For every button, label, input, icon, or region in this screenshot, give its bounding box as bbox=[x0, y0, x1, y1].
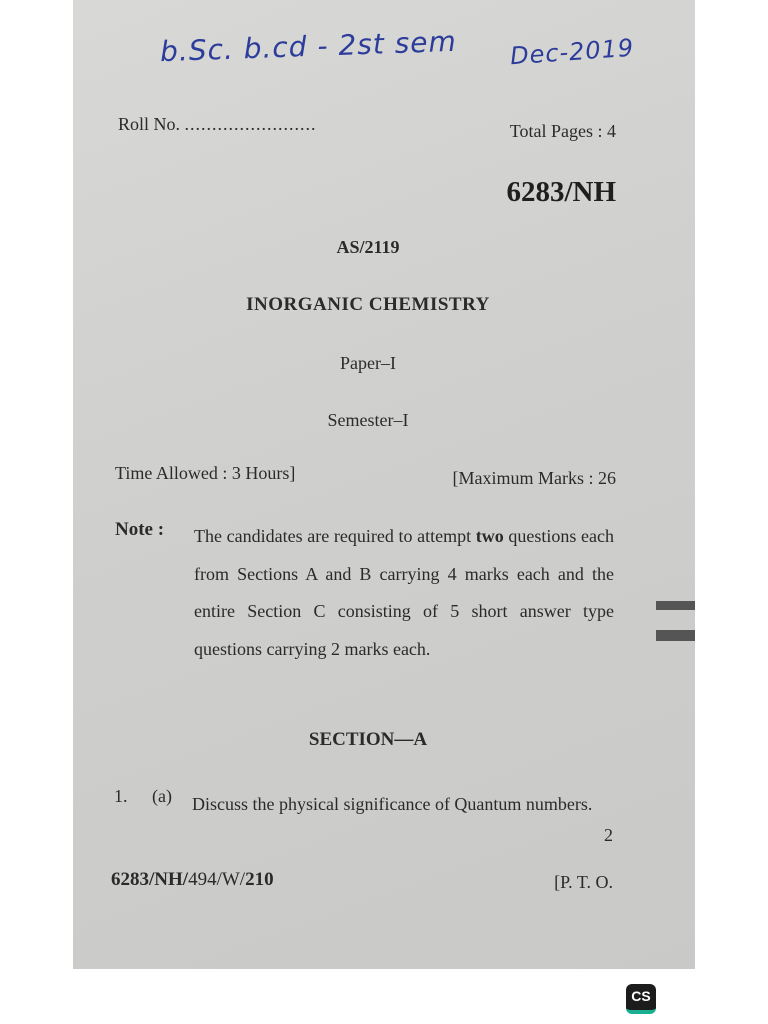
handwritten-date-note: Dec-2019 bbox=[509, 33, 636, 71]
footer-code-part3: 210 bbox=[245, 869, 274, 890]
page-edge-mark bbox=[656, 601, 695, 610]
footer-code-part2: 494/W/ bbox=[188, 869, 246, 890]
footer-code-part1: 6283/NH/ bbox=[111, 869, 189, 890]
question-marks: 2 bbox=[604, 825, 613, 845]
page-edge-mark bbox=[656, 630, 695, 641]
exam-paper-page bbox=[73, 0, 695, 969]
roll-number-label: Roll No. bbox=[118, 114, 181, 134]
question-part: (a) bbox=[152, 786, 172, 806]
footer-code bbox=[111, 869, 274, 891]
subject-title: INORGANIC CHEMISTRY bbox=[246, 294, 490, 315]
question-text: Discuss the physical significance of Quantum numbers. bbox=[192, 794, 593, 814]
maximum-marks: [Maximum Marks : 26 bbox=[452, 468, 616, 488]
time-allowed: Time Allowed : 3 Hours] bbox=[115, 463, 296, 483]
paper-code: 6283/NH bbox=[506, 176, 616, 208]
total-pages: Total Pages : 4 bbox=[509, 121, 616, 141]
paper-number: Paper–I bbox=[340, 353, 396, 373]
camscanner-logo-icon: CS bbox=[626, 984, 656, 1014]
question-number: 1. bbox=[114, 786, 128, 806]
note-label: Note : bbox=[115, 519, 165, 540]
note-text-part1: The candidates are required to attempt bbox=[194, 526, 476, 546]
roll-number-field bbox=[118, 114, 317, 135]
handwritten-course-note: b.Sc. b.cd - 2st sem bbox=[159, 24, 458, 69]
note-text bbox=[194, 518, 614, 668]
as-code: AS/2119 bbox=[336, 237, 400, 257]
note-emphasis: two bbox=[475, 526, 504, 546]
roll-number-blank: ........................ bbox=[184, 114, 317, 134]
section-title: SECTION—A bbox=[308, 729, 428, 750]
note-text-part2: questions each from Sections A and B carrying 4 marks each and the entire Section C consisting of 5 short answer type questions carrying 2 marks each. bbox=[194, 526, 615, 659]
please-turn-over: [P. T. O. bbox=[554, 872, 613, 892]
semester: Semester–I bbox=[327, 410, 409, 430]
